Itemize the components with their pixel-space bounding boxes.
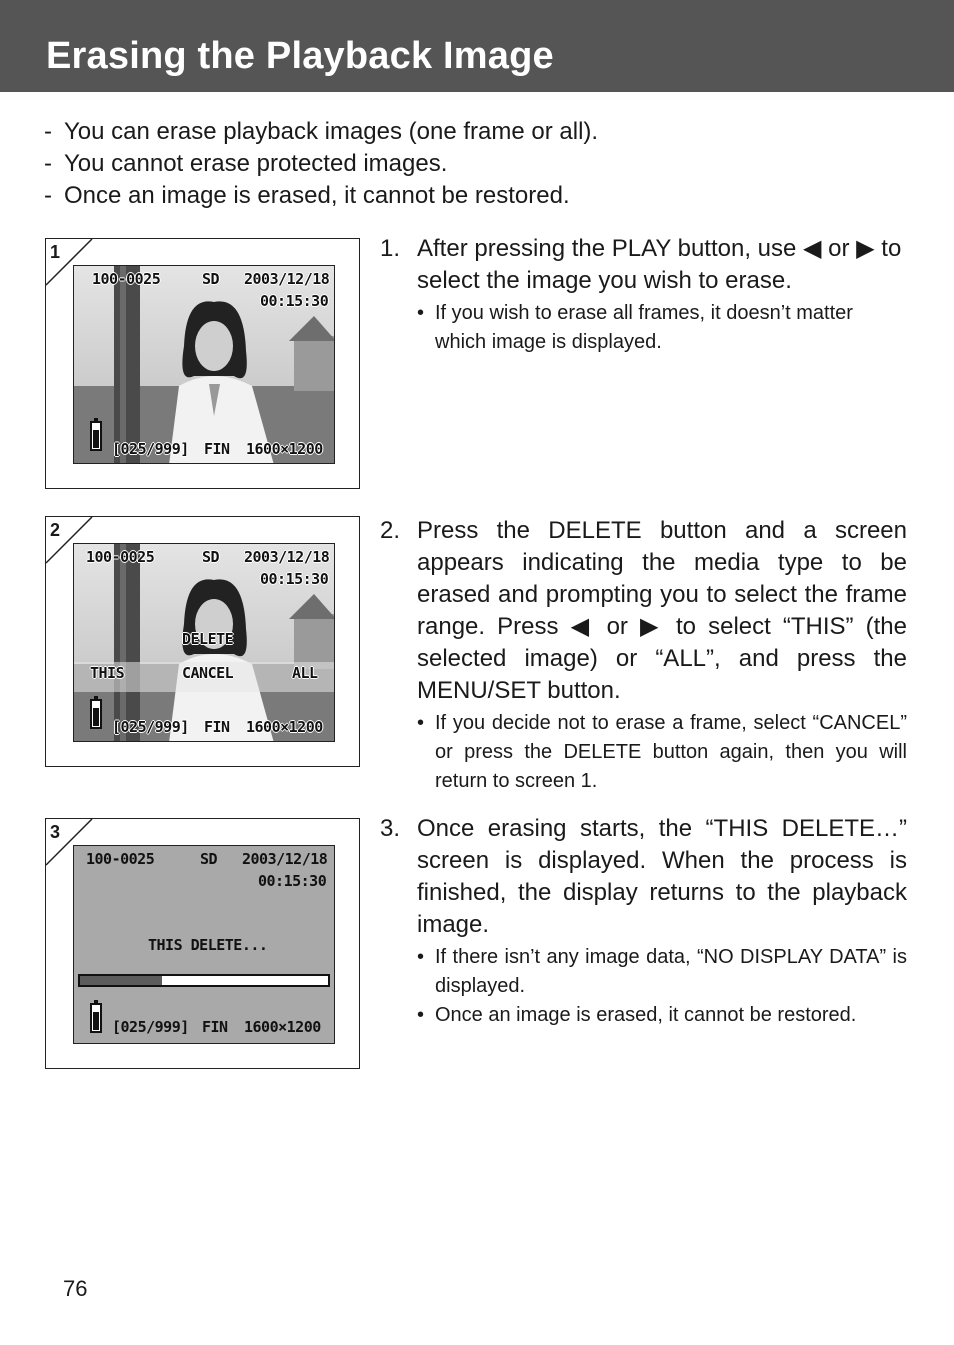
folder-file-number: 100-0025: [86, 850, 155, 868]
option-this[interactable]: THIS: [90, 664, 125, 682]
image-quality: FIN: [204, 718, 230, 736]
step-text: Once erasing starts, the “THIS DELETE…” screen is displayed. When the process is finished, the display returns to the playback image.: [417, 815, 907, 938]
battery-icon: [90, 421, 102, 451]
folder-file-number: 100-0025: [92, 270, 161, 288]
delete-menu-title: DELETE: [182, 630, 234, 648]
camera-lcd-deleting: [73, 845, 335, 1044]
image-resolution: 1600×1200: [246, 440, 323, 458]
image-quality: FIN: [204, 440, 230, 458]
step-3: [380, 813, 907, 1030]
capture-time: 00:15:30: [260, 292, 329, 310]
screen-2-figure: [45, 516, 360, 767]
option-all[interactable]: ALL: [292, 664, 318, 682]
progress-fill: [80, 976, 162, 985]
capture-date: 2003/12/18: [242, 850, 328, 868]
step-bullet: • If there isn’t any image data, “NO DISPLAY DATA” is displayed.: [417, 946, 907, 997]
frame-counter: [025/999]: [112, 1018, 189, 1036]
deleting-message: THIS DELETE...: [148, 936, 268, 954]
page-title: Erasing the Playback Image: [46, 35, 554, 77]
image-quality: FIN: [202, 1018, 228, 1036]
step-text: Press the DELETE button and a screen appears indicating the media type to be erased and prompting you to select the frame range. Press ◀ or ▶ to select “THIS” (the selected image) or “ALL”, and press the MENU/SET button.: [417, 517, 907, 704]
screen-3-figure: [45, 818, 360, 1069]
intro-item: - You can erase playback images (one frame or all).: [44, 118, 599, 145]
intro-item: - Once an image is erased, it cannot be restored.: [44, 182, 570, 209]
media-type: SD: [200, 850, 218, 868]
step-number: 3.: [380, 815, 401, 842]
battery-icon: [90, 699, 102, 729]
delete-progress-bar: [78, 974, 330, 987]
screen-number: 2: [50, 520, 61, 540]
step-number: 2.: [380, 517, 401, 544]
step-text: After pressing the PLAY button, use ◀ or ▶ to select the image you wish to erase.: [417, 235, 902, 294]
step-1: [380, 233, 907, 357]
frame-counter: [025/999]: [112, 718, 189, 736]
image-resolution: 1600×1200: [244, 1018, 321, 1036]
media-type: SD: [202, 270, 220, 288]
step-number: 1.: [380, 235, 401, 262]
intro-item: - You cannot erase protected images.: [44, 150, 448, 177]
page-header: [0, 0, 954, 92]
screen-number: 1: [50, 242, 61, 262]
step-2: [380, 515, 907, 796]
capture-time: 00:15:30: [258, 872, 327, 890]
battery-icon: [90, 1003, 102, 1033]
capture-date: 2003/12/18: [244, 548, 330, 566]
option-cancel[interactable]: CANCEL: [182, 664, 234, 682]
step-bullet: • Once an image is erased, it cannot be restored.: [417, 1004, 857, 1026]
page-number: 76: [63, 1276, 88, 1301]
step-bullet: • If you wish to erase all frames, it doesn’t matter which image is displayed.: [417, 302, 853, 353]
capture-date: 2003/12/18: [244, 270, 330, 288]
frame-counter: [025/999]: [112, 440, 189, 458]
camera-lcd-delete-menu: [73, 543, 335, 742]
media-type: SD: [202, 548, 220, 566]
folder-file-number: 100-0025: [86, 548, 155, 566]
capture-time: 00:15:30: [260, 570, 329, 588]
step-bullet: • If you decide not to erase a frame, select “CANCEL” or press the DELETE button again, then you will return to screen 1.: [417, 712, 907, 792]
image-resolution: 1600×1200: [246, 718, 323, 736]
screen-1-figure: [45, 238, 360, 489]
intro-list: [44, 116, 924, 212]
screen-number: 3: [50, 822, 61, 842]
camera-lcd-playback: [73, 265, 335, 464]
